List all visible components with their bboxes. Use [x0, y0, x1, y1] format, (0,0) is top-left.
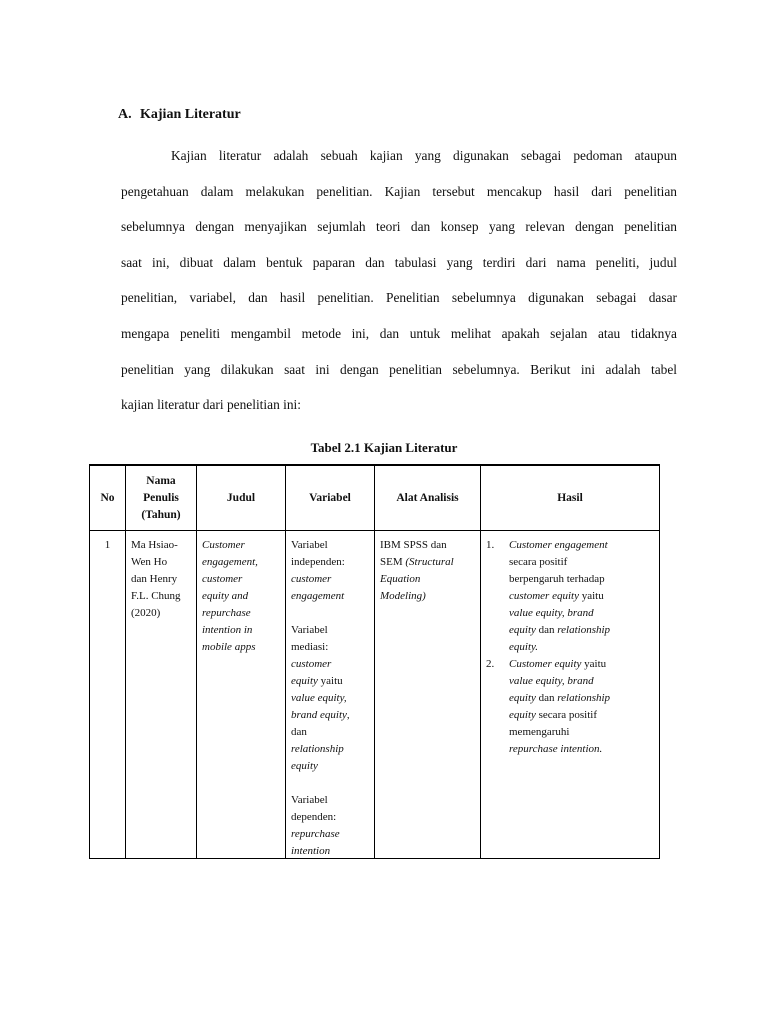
hasil-text: Customer engagement — [509, 539, 608, 551]
penulis-line: F.L. Chung — [131, 590, 181, 602]
variabel-label: Variabel — [291, 624, 328, 636]
variabel-connector: , — [346, 709, 350, 721]
paragraph-line: kajian literatur dari penelitian ini: — [121, 397, 301, 413]
judul-line: mobile apps — [202, 641, 256, 653]
variabel-value: value equity, — [291, 692, 347, 704]
hasil-text: equity. — [509, 641, 539, 653]
table-header-row — [90, 465, 660, 531]
header-hasil: Hasil — [481, 465, 660, 531]
cell-judul — [197, 531, 286, 859]
variabel-label: Variabel — [291, 794, 328, 806]
variabel-content — [291, 537, 369, 858]
hasil-text: repurchase intention. — [509, 743, 603, 755]
hasil-item — [486, 537, 654, 656]
paragraph-line: penelitian, variabel, dan hasil penelitian. Penelitian sebelumnya digunakan sebagai dasar — [121, 290, 677, 306]
variabel-label: independen: — [291, 556, 345, 568]
literature-table — [89, 464, 660, 859]
hasil-text: yaitu — [578, 590, 604, 602]
penulis-line: dan Henry — [131, 573, 178, 585]
header-penulis — [126, 465, 197, 531]
hasil-text: equity — [509, 624, 536, 636]
alat-line — [380, 554, 475, 571]
paragraph-line: mengapa peneliti mengambil metode ini, dan untuk melihat apakah sejalan atau tidaknya — [121, 325, 677, 341]
hasil-text: equity — [509, 692, 536, 704]
variabel-label: Variabel — [291, 539, 328, 551]
alat-text: SEM — [380, 556, 406, 568]
alat-line: Modeling) — [380, 590, 426, 602]
variabel-connector: yaitu — [317, 675, 343, 687]
hasil-list — [486, 537, 654, 758]
hasil-text: dan — [535, 624, 558, 636]
judul-line: customer — [202, 573, 243, 585]
hasil-text: relationship — [557, 624, 611, 636]
row-number: 1 — [104, 539, 111, 551]
judul-line: repurchase — [202, 607, 251, 619]
hasil-text: dan — [535, 692, 558, 704]
hasil-text: memengaruhi — [509, 726, 570, 738]
variabel-value: customer — [291, 573, 332, 585]
hasil-line — [509, 656, 654, 673]
alat-line: IBM SPSS dan — [380, 539, 447, 551]
hasil-text: yaitu — [581, 658, 607, 670]
paragraph-line: Kajian literatur adalah sebuah kajian yang digunakan sebagai pedoman ataupun — [171, 148, 677, 163]
hasil-line — [509, 690, 654, 707]
variabel-value: brand equity — [291, 709, 347, 721]
spacer — [291, 775, 369, 792]
cell-alat-analisis — [375, 531, 481, 859]
variabel-value: engagement — [291, 590, 345, 602]
variabel-connector: dan — [291, 726, 307, 738]
variabel-value: repurchase — [291, 828, 340, 840]
variabel-value: customer — [291, 658, 332, 670]
hasil-number: 1. — [486, 539, 495, 551]
penulis-line: Wen Ho — [131, 556, 168, 568]
paragraph-line: sebelumnya dengan menyajikan sejumlah teori dan konsep yang relevan dengan penelitian — [121, 219, 677, 235]
judul-line: engagement, — [202, 556, 258, 568]
section-title: Kajian Literatur — [140, 107, 241, 122]
judul-line: Customer — [202, 539, 245, 551]
paragraph-line: penelitian yang dilakukan saat ini dengan penelitian sebelumnya. Berikut ini adalah tabel — [121, 361, 677, 377]
spacer — [291, 605, 369, 622]
paragraph-line: saat ini, dibuat dalam bentuk paparan dan tabulasi yang terdiri dari nama peneliti, judul — [121, 254, 677, 270]
hasil-text: relationship — [557, 692, 611, 704]
header-penulis-line: Nama — [146, 474, 176, 487]
body-paragraph — [121, 138, 677, 423]
hasil-line — [509, 707, 654, 724]
header-no: No — [90, 465, 126, 531]
hasil-text: equity — [509, 709, 536, 721]
penulis-line: (2020) — [131, 607, 161, 619]
alat-text-italic: (Structural — [405, 556, 454, 568]
hasil-text: customer equity — [509, 590, 579, 602]
hasil-item — [486, 656, 654, 758]
judul-line: intention in — [202, 624, 253, 636]
variabel-value-line — [291, 707, 369, 724]
section-heading — [118, 107, 241, 123]
cell-variabel — [286, 531, 375, 859]
hasil-text: berpengaruh terhadap — [509, 573, 605, 585]
variabel-label: mediasi: — [291, 641, 329, 653]
cell-hasil — [481, 531, 660, 859]
hasil-line — [509, 588, 654, 605]
table-row — [90, 531, 660, 859]
penulis-line: Ma Hsiao- — [131, 539, 178, 551]
variabel-value: intention — [291, 845, 331, 857]
hasil-text: value equity, brand — [509, 607, 594, 619]
judul-line: equity and — [202, 590, 249, 602]
header-alat-analisis: Alat Analisis — [375, 465, 481, 531]
hasil-text: secara positif — [535, 709, 597, 721]
hasil-text: secara positif — [509, 556, 568, 568]
section-number: A. — [118, 107, 132, 122]
hasil-number: 2. — [486, 658, 495, 670]
table-caption: Tabel 2.1 Kajian Literatur — [310, 440, 458, 455]
alat-line: Equation — [380, 573, 421, 585]
variabel-value-line — [291, 673, 369, 690]
hasil-line — [509, 622, 654, 639]
variabel-value: equity — [291, 675, 318, 687]
cell-no — [90, 531, 126, 859]
variabel-label: dependen: — [291, 811, 337, 823]
header-penulis-line: Penulis — [143, 491, 179, 504]
variabel-value: equity — [291, 760, 318, 772]
header-penulis-line: (Tahun) — [141, 508, 181, 521]
hasil-text: value equity, brand — [509, 675, 594, 687]
cell-penulis — [126, 531, 197, 859]
header-judul: Judul — [197, 465, 286, 531]
hasil-text: Customer equity — [509, 658, 582, 670]
variabel-value: relationship — [291, 743, 344, 755]
paragraph-line: pengetahuan dalam melakukan penelitian. Kajian tersebut mencakup hasil dari penelitian — [121, 183, 677, 199]
header-variabel: Variabel — [286, 465, 375, 531]
